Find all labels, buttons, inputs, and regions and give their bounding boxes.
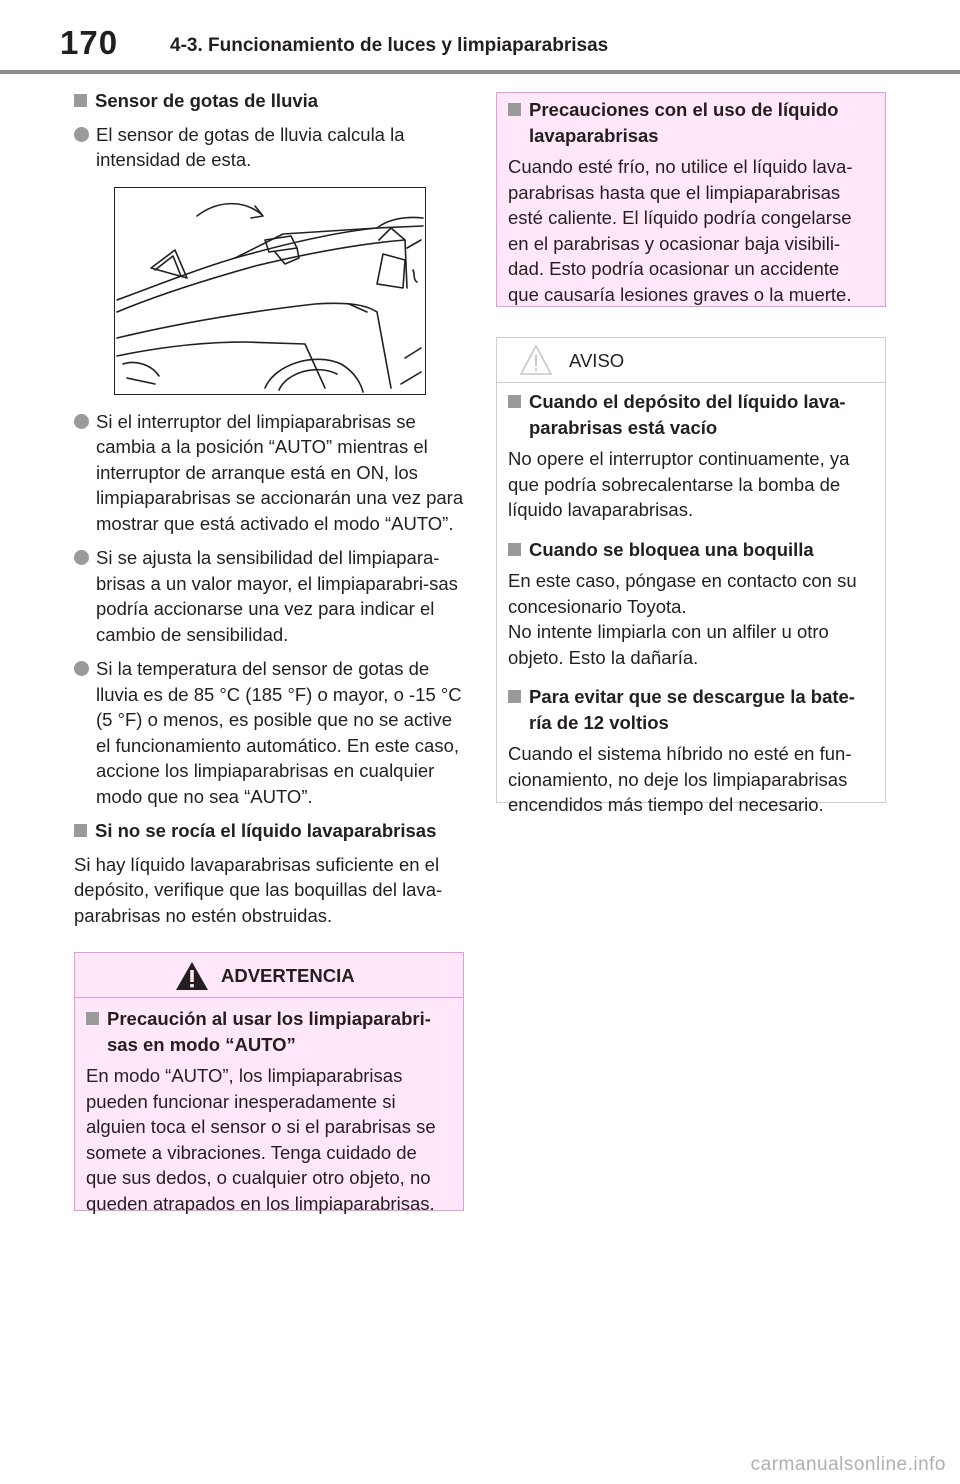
square-bullet-icon	[74, 94, 87, 107]
square-bullet-icon	[508, 690, 521, 703]
section-title: 4-3. Funcionamiento de luces y limpiaparabrisas	[170, 35, 609, 56]
watermark: carmanualsonline.info	[750, 1454, 946, 1475]
square-bullet-icon	[508, 103, 521, 116]
washer-text: Si hay líquido lavaparabrisas suficiente en el depósito, verifique que las boquillas del lava-parabrisas no estén obstruidas.	[74, 853, 443, 926]
warning-label: ADVERTENCIA	[221, 965, 355, 986]
warning-item-text: En modo “AUTO”, los limpiaparabrisas pueden funcionar inesperadamente si alguien toca el sensor o si el parabrisas se somete a vibraciones. Tenga cuidado de que sus dedos, o cualquier otro objeto, no queden atrapados en los limpiaparabrisas.	[86, 1065, 436, 1214]
notice-label: AVISO	[569, 350, 625, 371]
notice-item-heading: Cuando el depósito del líquido lava-parabrisas está vacío	[508, 389, 874, 440]
header-divider	[0, 70, 960, 74]
square-bullet-icon	[86, 1012, 99, 1025]
left-column	[74, 88, 466, 938]
page-number: 170	[60, 24, 119, 61]
square-bullet-icon	[508, 395, 521, 408]
square-bullet-icon	[508, 543, 521, 556]
warning-body	[75, 998, 463, 1216]
notice-item-text: Cuando el sistema híbrido no esté en fun-cionamiento, no deje los limpiaparabrisas encendidos más tiempo del necesario.	[508, 743, 852, 815]
list-item: Si el interruptor del limpiaparabrisas se cambia a la posición “AUTO” mientras el interruptor de arranque está en ON, los limpiaparabrisas se accionarán una vez para mostrar que está activado el modo “AUTO”.	[74, 409, 466, 537]
list-item: Si la temperatura del sensor de gotas de lluvia es de 85 °C (185 °F) o mayor, o -15 °C (5 °F) o menos, es posible que no se active el funcionamiento automático. En este caso, accione los limpiaparabrisas en cualquier modo que no sea “AUTO”.	[74, 656, 466, 809]
warning-box-continued	[496, 92, 886, 307]
page-header	[0, 0, 960, 76]
notice-item-heading: Cuando se bloquea una boquilla	[508, 537, 874, 563]
circle-bullet-icon	[74, 127, 89, 142]
notice-header	[497, 338, 885, 383]
circle-bullet-icon	[74, 550, 89, 565]
notice-item-heading: Para evitar que se descargue la bate-ría de 12 voltios	[508, 684, 874, 735]
washer-heading: Si no se rocía el líquido lavaparabrisas	[74, 818, 466, 844]
warning-item-heading: Precaución al usar los limpiaparabri-sas en modo “AUTO”	[86, 1006, 452, 1057]
warning-header	[75, 953, 463, 998]
notice-body	[497, 383, 885, 818]
notice-item-text: En este caso, póngase en contacto con su concesionario Toyota. No intente limpiarla con un alfiler u otro objeto. Esto la dañaría.	[508, 570, 857, 668]
notice-box	[496, 337, 886, 815]
warning-box	[74, 952, 464, 1214]
rain-sensor-heading: Sensor de gotas de lluvia	[74, 88, 466, 114]
list-item: El sensor de gotas de lluvia calcula la intensidad de esta.	[74, 122, 466, 173]
circle-bullet-icon	[74, 661, 89, 676]
list-item: Si se ajusta la sensibilidad del limpiapara-brisas a un valor mayor, el limpiaparabri-sas podría accionarse una vez para indicar el cambio de sensibilidad.	[74, 545, 466, 647]
caution-triangle-icon	[519, 344, 553, 376]
square-bullet-icon	[74, 824, 87, 837]
circle-bullet-icon	[74, 414, 89, 429]
notice-item-text: No opere el interruptor continuamente, ya que podría sobrecalentarse la bomba de líquido lavaparabrisas.	[508, 448, 850, 520]
warning-item-text: Cuando esté frío, no utilice el líquido lava-parabrisas hasta que el limpiaparabrisas esté caliente. El líquido podría congelarse en el parabrisas y ocasionar baja visibili-dad. Esto podría ocasionar un accidente que causaría lesiones graves o la muerte.	[508, 156, 853, 305]
warning-triangle-icon	[175, 961, 209, 991]
warning-body-continued	[497, 93, 885, 307]
rain-sensor-illustration	[114, 187, 426, 395]
warning-item-heading: Precauciones con el uso de líquido lavaparabrisas	[508, 97, 874, 148]
